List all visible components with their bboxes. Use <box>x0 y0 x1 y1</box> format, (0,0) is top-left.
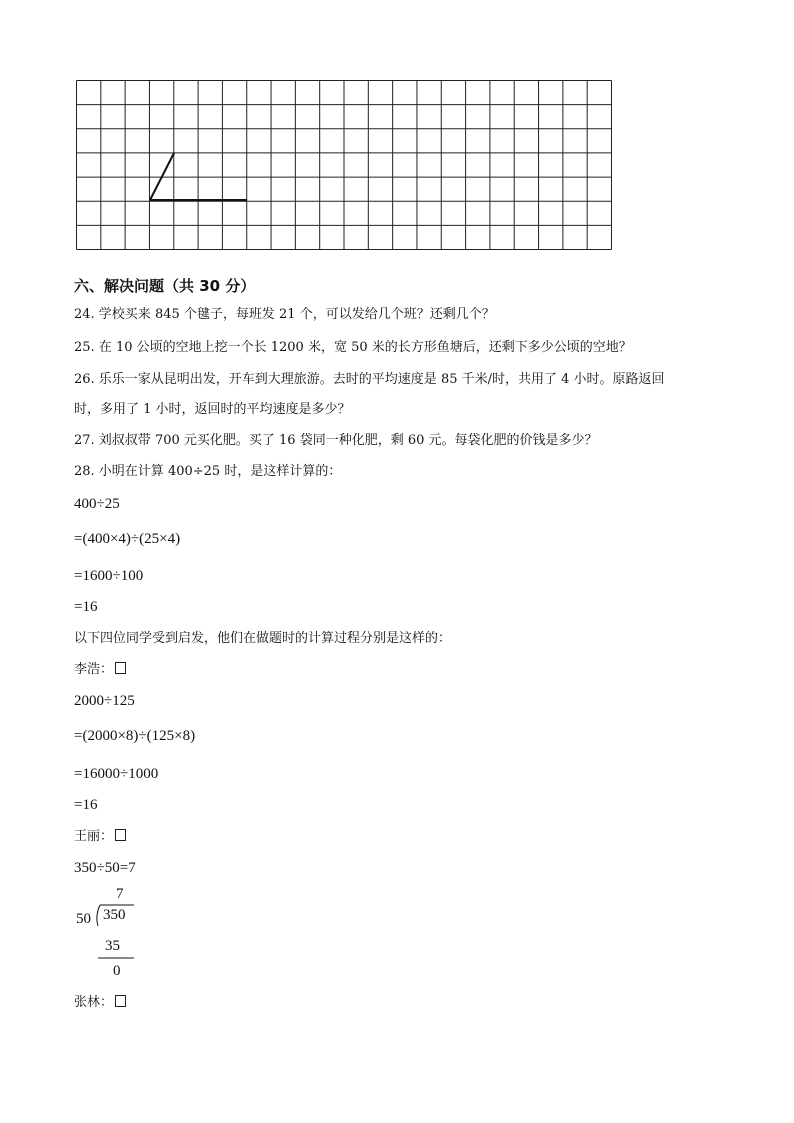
question-26-continued: 时，多用了 1 小时，返回时的平均速度是多少？ <box>74 402 351 417</box>
example-step-3: =1600÷100 <box>74 568 144 584</box>
example-step-2: =(400×4)÷(25×4) <box>74 531 181 547</box>
dividend: 350 <box>103 907 126 923</box>
answer-checkbox[interactable] <box>115 829 126 841</box>
answer-checkbox[interactable] <box>115 662 126 674</box>
student-name: 王丽： <box>74 829 114 844</box>
student-lijie <box>74 661 126 679</box>
answer-checkbox[interactable] <box>115 995 126 1007</box>
student-name: 李浩： <box>74 662 114 677</box>
intro-text: 以下四位同学受到启发，他们在做题时的计算过程分别是这样的： <box>74 631 452 646</box>
partial-product: 35 <box>105 938 120 954</box>
example-step-1: 400÷25 <box>74 496 120 512</box>
question-27: 27. 刘叔叔带 700 元买化肥。买了 16 袋同一种化肥，剩 60 元。每袋化肥的价钱是多少？ <box>74 433 598 448</box>
angle-ray-slanted <box>150 153 174 200</box>
lijie-step-3: =16000÷1000 <box>74 766 159 782</box>
question-26: 26. 乐乐一家从昆明出发，开车到大理旅游。去时的平均速度是 85 千米/时，共用了 4 小时。原路返回 <box>74 372 665 387</box>
lijie-step-4: =16 <box>74 797 98 813</box>
example-step-4: =16 <box>74 599 98 615</box>
lijie-step-2: =(2000×8)÷(125×8) <box>74 728 196 744</box>
remainder: 0 <box>113 963 121 979</box>
lijie-step-1: 2000÷125 <box>74 693 135 709</box>
question-28: 28. 小明在计算 400÷25 时，是这样计算的： <box>74 464 342 479</box>
student-name: 张林： <box>74 995 114 1010</box>
square-grid <box>76 80 612 250</box>
divisor: 50 <box>76 911 91 927</box>
grid-svg <box>76 80 612 250</box>
question-25: 25. 在 10 公顷的空地上挖一个长 1200 米，宽 50 米的长方形鱼塘后，还剩下多少公顷的空地？ <box>74 340 632 355</box>
quotient: 7 <box>116 886 124 902</box>
question-24: 24. 学校买来 845 个毽子，每班发 21 个，可以发给几个班？还剩几个？ <box>74 307 495 322</box>
long-division <box>76 886 156 986</box>
section-title: 六、解决问题（共 30 分） <box>74 277 256 295</box>
wangli-equation: 350÷50=7 <box>74 860 136 876</box>
student-zhanglin <box>74 994 126 1012</box>
student-wangli <box>74 828 126 846</box>
